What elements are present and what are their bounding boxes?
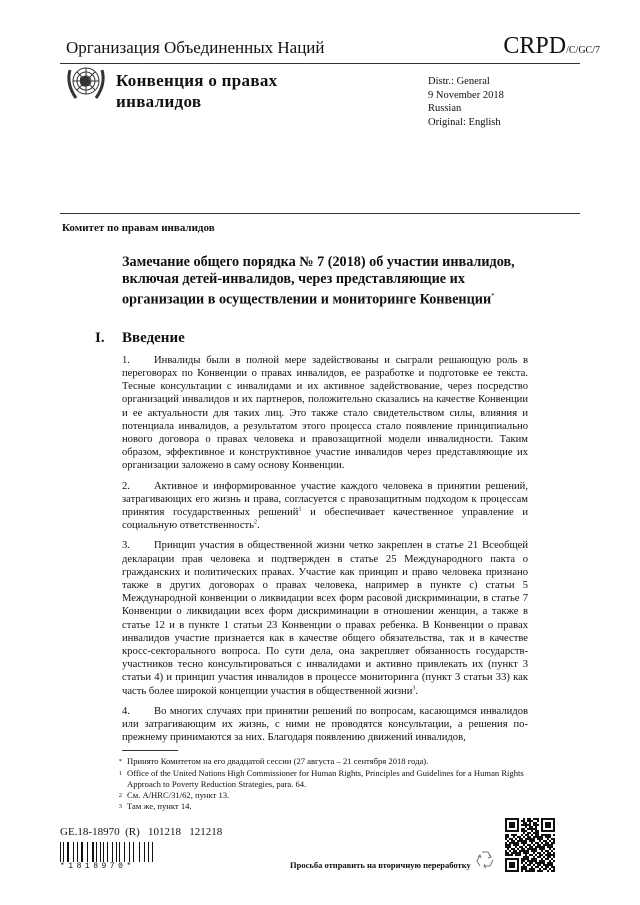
- footnote-ref[interactable]: 2: [254, 519, 258, 526]
- barcode-bar: [67, 842, 68, 862]
- barcode-bar: [150, 842, 151, 862]
- barcode-bar: [124, 842, 125, 862]
- footer-left: [60, 825, 290, 872]
- barcode-bar: [139, 842, 140, 862]
- title-footnote-mark[interactable]: *: [491, 292, 495, 300]
- barcode-bar: [95, 842, 96, 862]
- barcode-bar: [146, 842, 147, 862]
- document-flow: [0, 254, 640, 872]
- barcode-bar: [103, 842, 104, 862]
- paragraph-text: Активное и информированное участие каждого человека в принятии решений, затрагивающих его жизнь и права, согласуется с правозащитным подходом к процессам принятия государственных решений: [122, 480, 528, 518]
- document-title: [122, 254, 522, 309]
- paragraph-number: 3.: [122, 540, 130, 552]
- footnote: [108, 790, 528, 801]
- barcode-bar: [65, 842, 66, 862]
- barcode-bar: [116, 842, 117, 862]
- barcode-bar: [117, 842, 118, 862]
- barcode-bar: [98, 842, 99, 862]
- footnote-mark: 2: [118, 792, 122, 800]
- un-emblem-icon: [64, 60, 108, 104]
- barcode-bar: [110, 842, 111, 862]
- barcode-bar: [92, 842, 93, 862]
- barcode-bar: [87, 842, 88, 862]
- section-title: Введение: [122, 329, 185, 346]
- barcode-bar: [62, 842, 63, 862]
- symbol-suffix: /C/GC/7: [566, 45, 600, 56]
- paragraph-number: 2.: [122, 480, 130, 492]
- barcode-icon: [60, 842, 156, 862]
- barcode-text: *1818970*: [60, 862, 135, 872]
- footnote-text: Office of the United Nations High Commissioner for Human Rights, Principles and Guidelines for a Human Rights Approach to Poverty Reduction Strategies, para. 64.: [127, 767, 524, 789]
- footnote: [108, 801, 528, 812]
- barcode-bar: [135, 842, 136, 862]
- language: Russian: [428, 103, 462, 114]
- committee-name: Комитет по правам инвалидов: [62, 222, 215, 234]
- paragraph-text: Инвалиды были в полной мере задействованы и сыграли решающую роль в переговорах по Конвенции о правах инвалидов, ее разработке и подготовке ее текста. Тесные консультации с инвалидами и их активное задействование, через посредство организаций инвалидов и их партнеров, положительно сказались на качестве Конвенции и ее актуальности для таких лиц. Это также стало свидетельством силы, влияния и потенциала инвалидов, а результатом этого процесса стало появление принципиально нового договора о правах человека и правозащитной модели инвалидности. Таким образом, эффективное и конструктивное участие инвалидов через представляющие их организации заложено в саму основу Конвенции.: [122, 354, 528, 472]
- paragraph-number: 1.: [122, 354, 130, 366]
- convention-title-line2: инвалидов: [116, 92, 202, 111]
- barcode-bar: [121, 842, 122, 862]
- barcode-bar: [100, 842, 101, 862]
- date: 9 November 2018: [428, 89, 504, 101]
- barcode-bar: [148, 842, 149, 862]
- barcode-bar: [71, 842, 72, 862]
- header-rule: [60, 63, 580, 64]
- footnote-ref[interactable]: 3: [412, 685, 416, 692]
- barcode-bar: [79, 842, 80, 862]
- organization-name: Организация Объединенных Наций: [66, 38, 325, 57]
- barcode-bar: [119, 842, 120, 862]
- barcode-bar: [133, 842, 134, 862]
- barcode-bar: [127, 842, 128, 862]
- footnote-mark: *: [118, 758, 122, 766]
- barcode-bar: [60, 842, 61, 862]
- barcode-bar: [114, 842, 115, 862]
- barcode-bar: [90, 842, 91, 862]
- footnote: [108, 768, 528, 790]
- barcode-bar: [75, 842, 76, 862]
- barcode-bar: [85, 842, 86, 862]
- barcode-bar: [105, 842, 106, 862]
- paragraph-number: 4.: [122, 705, 130, 717]
- barcode-bar: [152, 842, 153, 862]
- barcode-bar: [81, 842, 82, 862]
- barcode-bar: [73, 842, 74, 862]
- distribution-info: [428, 75, 504, 129]
- barcode-bar: [102, 842, 103, 862]
- footnote-mark: 1: [118, 769, 122, 777]
- barcode-bar: [107, 842, 108, 862]
- paragraph-2: [122, 480, 528, 533]
- barcode-bar: [144, 842, 145, 862]
- qr-code-icon: [505, 818, 555, 872]
- footnote: [108, 756, 528, 767]
- barcode-bar: [141, 842, 142, 862]
- footnotes: [108, 756, 528, 812]
- footnote-text: См. A/HRC/31/62, пункт 13.: [127, 790, 230, 801]
- paragraph-4: [122, 705, 528, 745]
- footnote-rule: [122, 750, 178, 751]
- barcode-bar: [154, 842, 155, 862]
- barcode-bar: [112, 842, 113, 862]
- symbol-main: CRPD: [503, 33, 567, 59]
- barcode-bar: [96, 842, 97, 862]
- paragraph-3: 3. Принцип участия в общественной жизни четко закреплен в статье 21 Всеобщей декларации прав человека и подтвержден в статье 25 Международного пакта о гражданских и политических правах. Участие как принцип и право человека признано также в других договорах о правах человека, например в пункте c) статьи 5 Международной конвенции о ликвидации всех форм расовой дискриминации, в статье 7 Конвенции о ликвидации всех форм дискриминации в отношении женщин, а также в статье 12 и в пункте 1 статьи 23 Конвенции о правах ребенка. В Конвенции о правах инвалидов участие признается как в качестве общего обязательства, так и в качестве кросс-секторального вопроса. По сути дела, она закрепляет обязанность государств-участников тесно консультироваться с инвалидами и активно привлекать их (пункт 3 статьи 4) и принцип участия инвалидов в процессе мониторинга (пункт 3 статьи 33) как часть более широкой концепции участия в общественной жизни$^3$.: [122, 540, 528, 697]
- convention-title-line1: Конвенция о правах: [116, 71, 278, 90]
- paragraph-1: [122, 354, 528, 473]
- section-heading: [0, 329, 640, 347]
- barcode-bar: [131, 842, 132, 862]
- barcode-bar: [77, 842, 78, 862]
- barcode-bar: [129, 842, 130, 862]
- barcode-bar: [63, 842, 64, 862]
- paragraph-text: Принцип участия в общественной жизни четко закреплен в статье 21 Всеобщей декларации прав человека и подтвержден в статье 25 Международного пакта о гражданских и политических правах. Участие как принцип и право человека признано также в других договорах о правах человека, например в пункте c) статьи 5 Международной конвенции о ликвидации всех форм расовой дискриминации, в статье 7 Конвенции о ликвидации всех форм дискриминации в отношении женщин, а также в статье 12 и в пункте 1 статьи 23 Конвенции о правах ребенка. В Конвенции о правах инвалидов участие признается как в качестве общего обязательства, так и в качестве кросс-секторального вопроса. По сути дела, она закрепляет обязанность государств-участников тесно консультироваться с инвалидами и активно привлекать их (пункт 3 статьи 4) и принцип участия инвалидов в процессе мониторинга (пункт 3 статьи 33) как часть более широкой концепции участия в общественной жизни: [122, 540, 528, 697]
- paragraph-text: Во многих случаях при принятии решений по вопросам, касающимся инвалидов или затрагивающим их жизнь, с ними не проводятся консультации, а решения по-прежнему принимаются за них. Благодаря появлению движений инвалидов,: [122, 705, 528, 744]
- paragraph-text: .: [257, 520, 260, 532]
- page-footer: [60, 818, 570, 872]
- recycle-text: Просьба отправить на вторичную переработку: [290, 860, 471, 871]
- footnote-text: Там же, пункт 14.: [127, 801, 192, 812]
- footnote-text: Принято Комитетом на его двадцатой сессии (27 августа – 21 сентября 2018 года).: [127, 756, 429, 767]
- section-number: I.: [95, 329, 105, 346]
- convention-title: [116, 70, 277, 112]
- distr: Distr.: General: [428, 76, 490, 87]
- recycle-icon: [473, 848, 497, 872]
- job-number: GE.18-18970 (R) 101218 121218: [60, 826, 223, 839]
- footnote-mark: 3: [118, 803, 122, 811]
- footnote-ref[interactable]: 1: [298, 506, 302, 513]
- document-title-text: Замечание общего порядка № 7 (2018) об участии инвалидов, включая детей-инвалидов, через представляющие их организации в осуществлении и мониторинге Конвенции: [122, 254, 515, 308]
- paragraph-text: и обеспечивает качественное управление и социальную ответственность: [122, 506, 528, 532]
- document-body: [122, 354, 528, 745]
- masthead-rule: [60, 213, 580, 214]
- document-symbol: [503, 33, 600, 60]
- original-language: Original: English: [428, 116, 501, 128]
